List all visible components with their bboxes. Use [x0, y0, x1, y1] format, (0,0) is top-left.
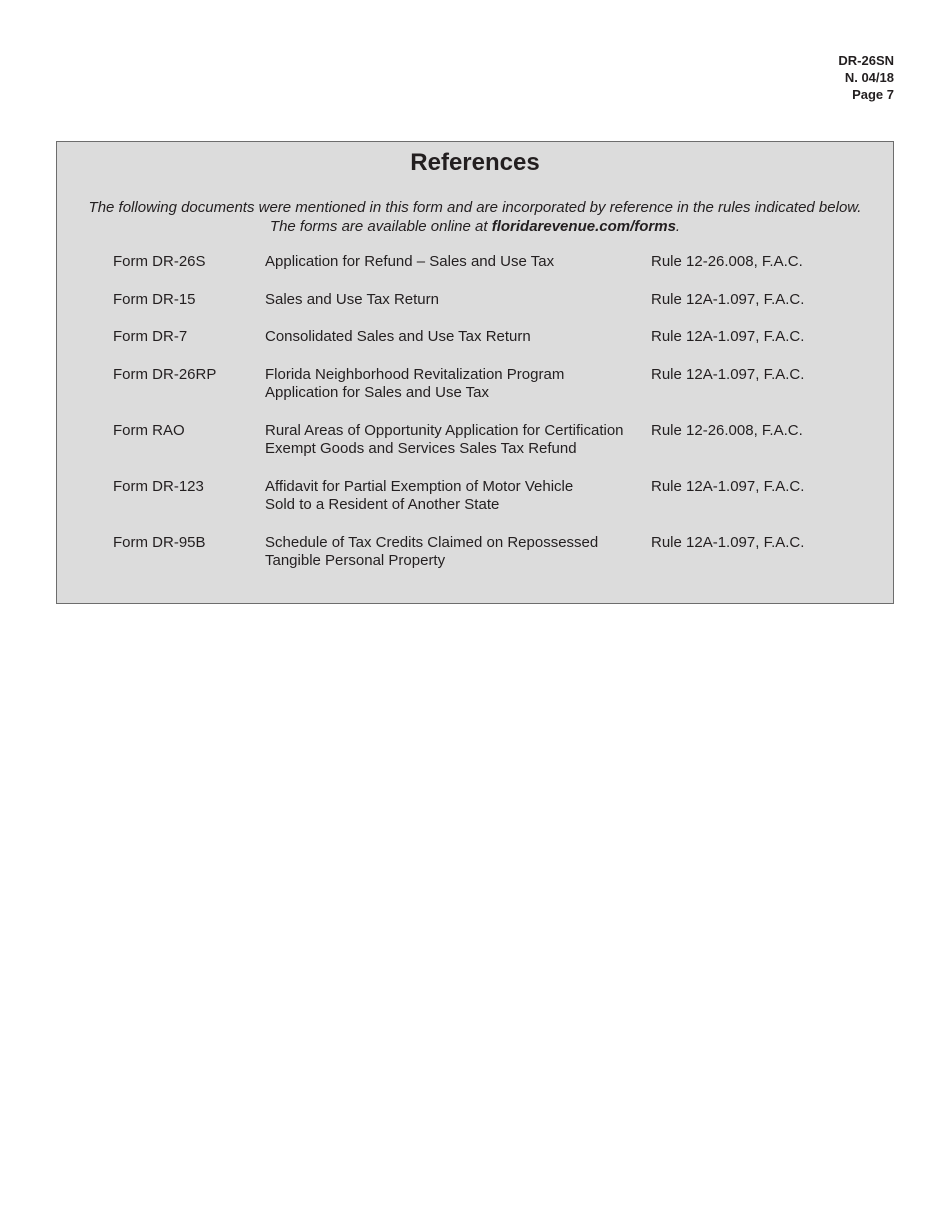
reference-rule: Rule 12A-1.097, F.A.C. — [651, 328, 805, 345]
table-row — [113, 291, 853, 310]
references-title: References — [410, 149, 540, 176]
table-row — [113, 328, 853, 347]
reference-form-title-line: Affidavit for Partial Exemption of Motor Vehicle — [265, 477, 574, 495]
reference-rule: Rule 12A-1.097, F.A.C. — [651, 365, 805, 383]
reference-rule: Rule 12-26.008, F.A.C. — [651, 421, 803, 439]
reference-form-title — [265, 366, 651, 403]
intro-line-2 — [57, 217, 893, 236]
form-header — [838, 52, 894, 103]
reference-rule: Rule 12-26.008, F.A.C. — [651, 253, 803, 270]
forms-url-link[interactable]: floridarevenue.com/forms — [491, 218, 676, 235]
reference-form-title-line: Rural Areas of Opportunity Application for Certification — [265, 421, 624, 439]
reference-form-title-line: Schedule of Tax Credits Claimed on Repossessed — [265, 533, 599, 551]
references-intro — [57, 198, 893, 236]
reference-form-title — [265, 328, 651, 347]
form-revision: N. 04/18 — [844, 70, 894, 85]
intro-line-1: The following documents were mentioned in this form and are incorporated by reference in the rules indicated below. — [88, 199, 862, 216]
reference-rule: Rule 12A-1.097, F.A.C. — [651, 533, 805, 551]
reference-form-number: Form DR-95B — [113, 533, 206, 551]
reference-form-number: Form DR-26RP — [113, 365, 217, 383]
reference-form-title-line: Florida Neighborhood Revitalization Program — [265, 365, 565, 383]
table-row — [113, 366, 853, 403]
reference-form-number: Form DR-15 — [113, 290, 196, 308]
reference-rule: Rule 12A-1.097, F.A.C. — [651, 290, 805, 308]
reference-form-title — [265, 478, 651, 515]
reference-form-title-line: Sales and Use Tax Return — [265, 290, 439, 308]
reference-form-title — [265, 291, 651, 310]
reference-form-title — [265, 422, 651, 459]
reference-rule: Rule 12A-1.097, F.A.C. — [651, 477, 805, 495]
table-row — [113, 253, 853, 272]
table-row — [113, 478, 853, 515]
form-number: DR-26SN — [838, 53, 894, 68]
reference-form-number: Form RAO — [113, 421, 185, 439]
reference-form-number: Form DR-26S — [113, 253, 206, 270]
reference-form-title — [265, 253, 651, 272]
reference-form-title-line: Application for Sales and Use Tax — [265, 384, 490, 401]
reference-form-title — [265, 534, 651, 571]
reference-form-number: Form DR-123 — [113, 477, 204, 495]
references-box — [56, 141, 894, 604]
intro-line-2-suffix: . — [675, 218, 681, 235]
intro-line-2-prefix: The forms are available online at — [269, 218, 492, 235]
table-row — [113, 534, 853, 571]
reference-form-title-line: Application for Refund – Sales and Use Tax — [265, 253, 555, 270]
reference-form-title-line: Exempt Goods and Services Sales Tax Refund — [265, 440, 577, 457]
reference-form-title-line: Consolidated Sales and Use Tax Return — [265, 328, 531, 345]
references-table — [113, 253, 853, 571]
table-row — [113, 422, 853, 459]
page-number: Page 7 — [852, 87, 894, 102]
reference-form-title-line: Sold to a Resident of Another State — [265, 496, 500, 513]
reference-form-number: Form DR-7 — [113, 328, 188, 345]
reference-form-title-line: Tangible Personal Property — [265, 552, 446, 569]
